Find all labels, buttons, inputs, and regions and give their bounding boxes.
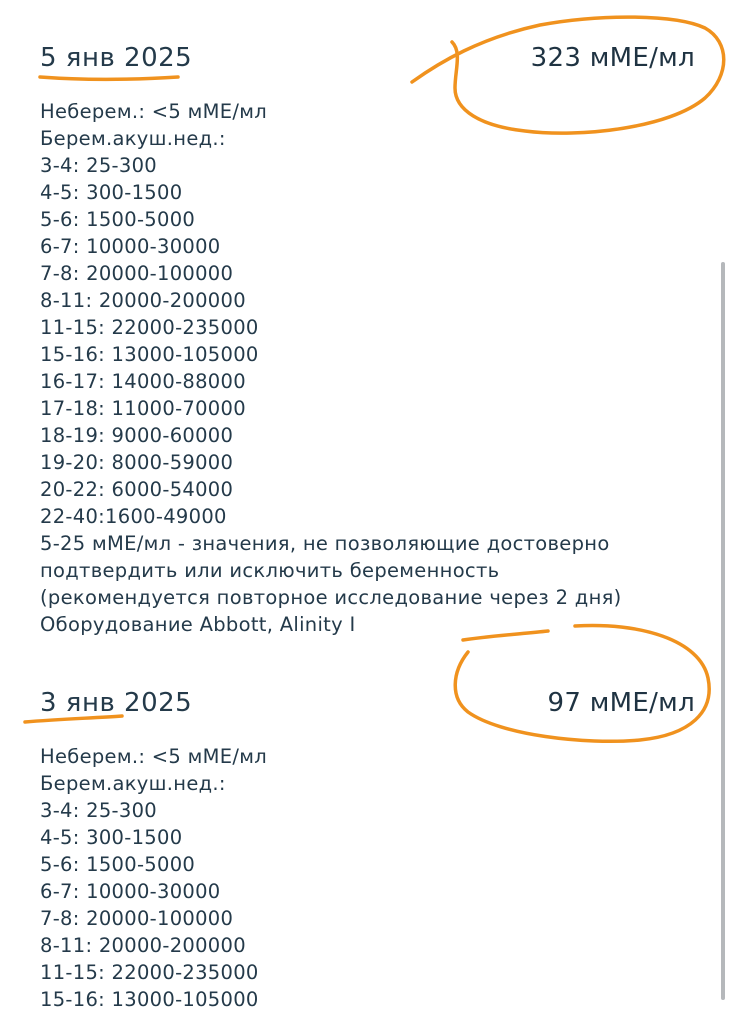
reference-line: 19-20: 8000-59000 <box>40 451 234 474</box>
equipment-line: Оборудование Abbott, Alinity I <box>40 613 356 636</box>
note-line: 5-25 мМЕ/мл - значения, не позволяющие достоверно <box>40 532 610 555</box>
reference-line: Неберем.: <5 мМЕ/мл <box>40 745 267 768</box>
reference-line: 3-4: 25-300 <box>40 154 157 177</box>
reference-line: 5-6: 1500-5000 <box>40 853 196 876</box>
reference-line: 7-8: 20000-100000 <box>40 262 234 285</box>
result-value: 323 мМЕ/мл <box>530 43 695 73</box>
reference-ranges <box>40 98 700 638</box>
reference-line: 15-16: 13000-105000 <box>40 343 259 366</box>
result-value: 97 мМЕ/мл <box>547 688 695 718</box>
reference-line: 18-19: 9000-60000 <box>40 424 234 447</box>
reference-line: 22-40:1600-49000 <box>40 505 227 528</box>
reference-line: 7-8: 20000-100000 <box>40 907 234 930</box>
reference-line: 6-7: 10000-30000 <box>40 235 221 258</box>
reference-line: 20-22: 6000-54000 <box>40 478 234 501</box>
result-header <box>40 40 700 84</box>
reference-line: 17-18: 11000-70000 <box>40 397 246 420</box>
result-entry <box>40 40 700 638</box>
reference-line: 11-15: 22000-235000 <box>40 961 259 984</box>
reference-line: 8-11: 20000-200000 <box>40 934 246 957</box>
reference-line: 6-7: 10000-30000 <box>40 880 221 903</box>
reference-line: Берем.акуш.нед.: <box>40 772 226 795</box>
result-header <box>40 685 700 729</box>
reference-line: Берем.акуш.нед.: <box>40 127 226 150</box>
result-entry <box>40 685 700 1013</box>
reference-line: 11-15: 22000-235000 <box>40 316 259 339</box>
reference-line: 4-5: 300-1500 <box>40 181 183 204</box>
note-line: (рекомендуется повторное исследование через 2 дня) <box>40 586 622 609</box>
result-date: 3 янв 2025 <box>40 688 193 718</box>
reference-line: 5-6: 1500-5000 <box>40 208 196 231</box>
reference-line: 15-16: 13000-105000 <box>40 988 259 1011</box>
scrollbar[interactable] <box>721 262 725 1000</box>
result-date: 5 янв 2025 <box>40 43 193 73</box>
note-line: подтвердить или исключить беременность <box>40 559 500 582</box>
reference-line: 4-5: 300-1500 <box>40 826 183 849</box>
reference-line: Неберем.: <5 мМЕ/мл <box>40 100 267 123</box>
reference-line: 8-11: 20000-200000 <box>40 289 246 312</box>
reference-line: 16-17: 14000-88000 <box>40 370 246 393</box>
reference-ranges <box>40 743 700 1013</box>
reference-line: 3-4: 25-300 <box>40 799 157 822</box>
